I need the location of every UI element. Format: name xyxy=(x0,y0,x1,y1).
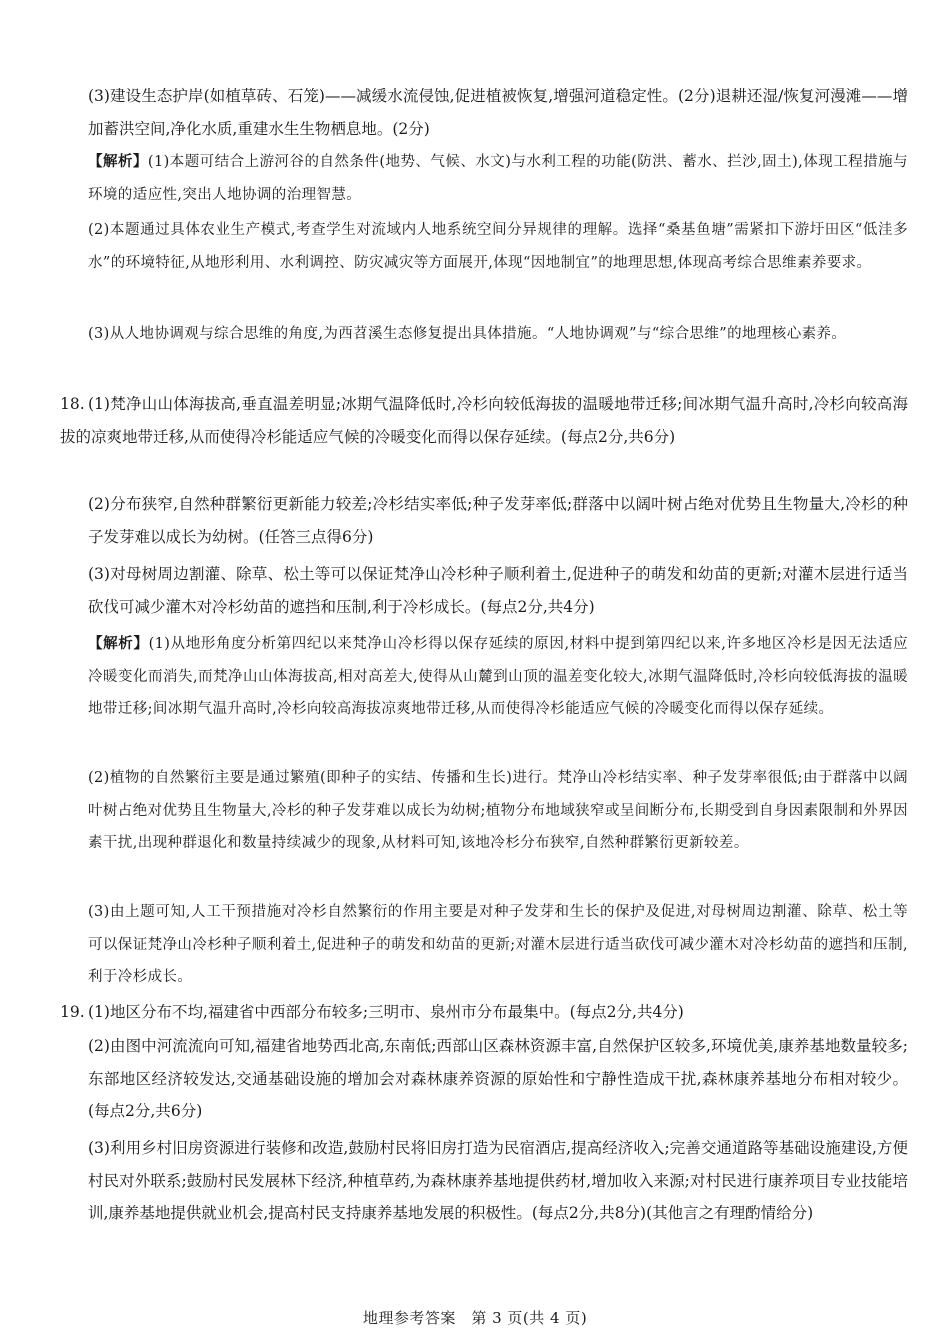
q19-part2: (2)由图中河流流向可知,福建省地势西北高,东南低;西部山区森林资源丰富,自然保护区较多,环境优美,康养基地数量较多;东部地区经济较发达,交通基础设施的增加会对森林康养资源的原始性和宁静性造成干扰,森林康养基地分布相对较少。(每点2分,共6分) xyxy=(88,1037,908,1120)
q18-analysis-2: (2)植物的自然繁衍主要是通过繁殖(即种子的实结、传播和生长)进行。梵净山冷杉结实率、种子发芽率很低;由于群落中以阔叶树占绝对优势且生物量大,冷杉的种子发芽难以成长为幼树;植物分布地域狭窄或呈间断分布,长期受到自身因素限制和外界因素干扰,出现种群退化和数量持续减少的现象,从材料可知,该地冷杉分布狭窄,自然种群繁衍更新较差。 xyxy=(88,770,908,851)
q18-analysis-1 xyxy=(88,628,908,726)
q18-part2: (2)分布狭窄,自然种群繁衍更新能力较差;冷杉结实率低;种子发芽率低;群落中以阔叶树占绝对优势且生物量大,冷杉的种子发芽难以成长为幼树。(任答三点得6分) xyxy=(88,495,908,546)
analysis-text: (1)本题可结合上游河谷的自然条件(地势、气候、水文)与水利工程的功能(防洪、蓄水、拦沙,固土),体现工程措施与环境的适应性,突出人地协调的治理智慧。 xyxy=(88,154,909,203)
q19-part1 xyxy=(60,996,908,1029)
analysis-tag: 【解析】 xyxy=(88,635,149,652)
q19-part3: (3)利用乡村旧房资源进行装修和改造,鼓励村民将旧房打造为民宿酒店,提高经济收入;完善交通道路等基础设施建设,方便村民对外联系;鼓励村民发展林下经济,种植草药,为森林康养基地提供药材,增加收入来源;对村民进行康养项目专业技能培训,康养基地提供就业机会,提高村民支持康养基地发展的积极性。(每点2分,共8分)(其他言之有理酌情给分) xyxy=(88,1139,908,1222)
answer-text: (1)梵净山山体海拔高,垂直温差明显;冰期气温降低时,冷杉向较低海拔的温暖地带迁移;间冰期气温升高时,冷杉向较高海拔的凉爽地带迁移,从而使得冷杉能适应气候的冷暖变化而得以保存延续。(每点2分,共6分) xyxy=(60,395,908,446)
q17-part3-answer: (3)建设生态护岸(如植草砖、石笼)——减缓水流侵蚀,促进植被恢复,增强河道稳定性。(2分)退耕还湿/恢复河漫滩——增加蓄洪空间,净化水质,重建水生生物栖息地。(2分) xyxy=(88,87,908,138)
q17-analysis-2: (2)本题通过具体农业生产模式,考查学生对流域内人地系统空间分异规律的理解。选择“桑基鱼塘”需紧扣下游圩田区“低洼多水”的环境特征,从地形利用、水利调控、防灾减灾等方面展开,体现“因地制宜”的地理思想,体现高考综合思维素养要求。 xyxy=(88,222,908,271)
question-number: 19. xyxy=(60,1003,85,1021)
q18-part1 xyxy=(60,388,908,453)
analysis-text: (1)从地形角度分析第四纪以来梵净山冷杉得以保存延续的原因,材料中提到第四纪以来,许多地区冷杉是因无法适应冷暖变化而消失,而梵净山山体海拔高,相对高差大,使得从山麓到山顶的温差变化较大,冰期气温降低时,冷杉向较低海拔的温暖地带迁移;间冰期气温升高时,冷杉向较高海拔凉爽地带迁移,从而使得冷杉能适应气候的冷暖变化而得以保存延续。 xyxy=(88,636,909,717)
q18-part3: (3)对母树周边割灌、除草、松土等可以保证梵净山冷杉种子顺利着土,促进种子的萌发和幼苗的更新;对灌木层进行适当砍伐可减少灌木对冷杉幼苗的遮挡和压制,利于冷杉成长。(每点2分,共4分) xyxy=(88,565,908,616)
q17-analysis-1 xyxy=(88,146,908,211)
q18-analysis-3: (3)由上题可知,人工干预措施对冷杉自然繁衍的作用主要是对种子发芽和生长的保护及促进,对母树周边割灌、除草、松土等可以保证梵净山冷杉种子顺利着土,促进种子的萌发和幼苗的更新;对灌木层进行适当砍伐可减少灌木对冷杉幼苗的遮挡和压制,利于冷杉成长。 xyxy=(88,904,908,985)
analysis-tag: 【解析】 xyxy=(88,153,148,170)
answer-text: (1)地区分布不均,福建省中西部分布较多;三明市、泉州市分布最集中。(每点2分,共4分) xyxy=(88,1003,684,1021)
page-footer: 地理参考答案 第 3 页(共 4 页) xyxy=(362,1309,588,1327)
question-number: 18. xyxy=(60,395,85,413)
q17-analysis-3: (3)从人地协调观与综合思维的角度,为西苕溪生态修复提出具体措施。“人地协调观”与“综合思维”的地理核心素养。 xyxy=(88,326,847,342)
